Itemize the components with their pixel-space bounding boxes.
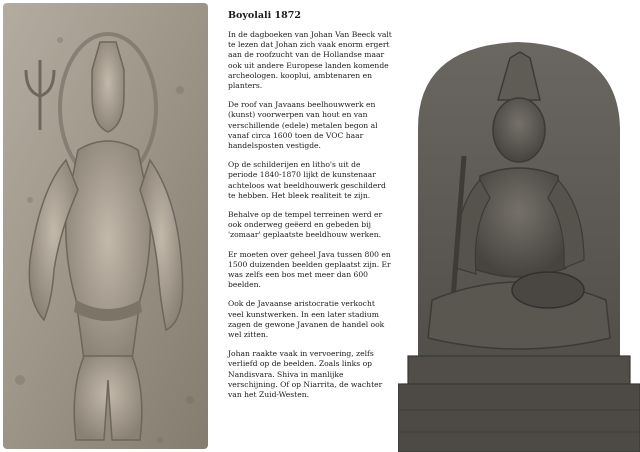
- pedestal-top: [408, 356, 630, 384]
- torso: [472, 168, 566, 277]
- held-object: [512, 272, 584, 308]
- article-title: Boyolali 1872: [228, 10, 301, 21]
- right-statue-photo: [398, 38, 640, 452]
- left-statue-photo: [0, 0, 212, 452]
- paragraph: De roof van Javaans beelhouwwerk en (kunst) voorwerpen van hout en van verschillende (edele) metalen begon al vanaf circa 1600 toen de VOC haar handelsposten vestigde.: [228, 100, 378, 151]
- paragraph: In de dagboeken van Johan Van Beeck valt te lezen dat Johan zich vaak enorm ergert aan de roofzucht van de Hollandse maar ook uit andere Europese landen komende archeologen. kooplui, ambtenaren en planters.: [228, 30, 392, 91]
- paragraph: Er moeten over geheel Java tussen 800 en 1500 duizenden beelden geplaatst zijn. Er was zelfs een bos met meer dan 600 beelden.: [228, 249, 391, 290]
- paragraph: Op de schilderijen en litho's uit de periode 1840-1870 lijkt de kunstenaar achteloos wat beeldhouwerk geschilderd te hebben. Het bleek realiteit te zijn.: [228, 160, 386, 200]
- paragraph: Ook de Javaanse aristocratie verkocht veel kunstwerken. In een later stadium zagen de gewone Javanen de handel ook wel zitten.: [228, 299, 385, 340]
- paragraph: Behalve op de tempel terreinen werd er ook onderweg geëerd en gebeden bij 'zomaar' geplaatste beeldhouw werken.: [228, 210, 383, 240]
- article: [228, 10, 392, 409]
- pedestal-base: [398, 384, 640, 452]
- paragraph: Johan raakte vaak in vervoering, zelfs verliefd op de beelden. Zoals links op Nandisvara. Shiva in manlijke verschijning. Of op Niarrita, de wachter van het Zuid-Westen.: [228, 349, 383, 400]
- head: [493, 98, 545, 162]
